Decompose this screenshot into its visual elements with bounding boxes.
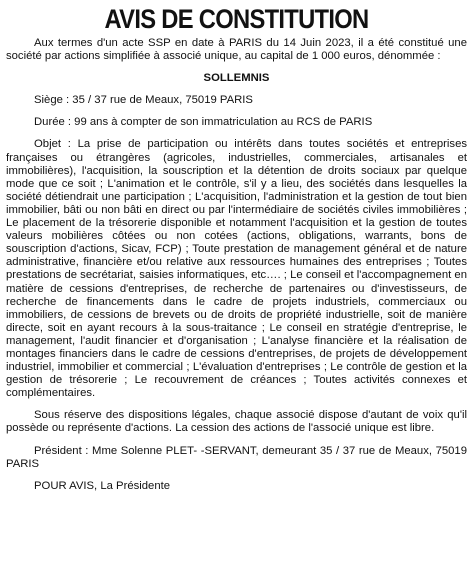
intro-paragraph: Aux termes d'un acte SSP en date à PARIS du 14 Juin 2023, il a été constitué une société par actions simplifiée à associé unique, au capital de 1 000 euros, dénommée : <box>6 37 467 63</box>
signature-line: POUR AVIS, La Présidente <box>34 479 171 492</box>
siege-paragraph: Siège : 35 / 37 rue de Meaux, 75019 PARIS <box>34 94 253 107</box>
president-paragraph: Président : Mme Solenne PLET- -SERVANT, demeurant 35 / 37 rue de Meaux, 75019 PARIS <box>6 444 467 470</box>
company-name: SOLLEMNIS <box>203 72 270 85</box>
reserve-paragraph: Sous réserve des dispositions légales, chaque associé dispose d'autant de voix qu'il possède ou représente d'actions. La cession des actions de l'associé unique est libre. <box>6 409 467 435</box>
objet-paragraph: Objet : La prise de participation ou intérêts dans toutes sociétés et entreprises françaises ou étrangères (agricoles, industrielles, commerciales, artisanales et immobilières), l'acquisition, la souscription et la détention de droits sociaux par quelque mode que ce soit ; L'animation et le contrôle, s'il y a lieu, des sociétés dans lesquelles la société détiendrait une participation ; L'acquisition, l'administration et la gestion de tout bien immobilier, bâti ou non bâti en direct ou par l'intermédiaire de sociétés civiles immobilières ; Le placement de la trésorerie disponible et notamment l'acquisition et la gestion de toutes valeurs mobilières côtées ou non cotées (actions, obligations, warrants, bons de souscription d'actions, Sicav, FCP) ; Toute prestation de management général et de nature administrative, financière et/ou relative aux ressources humaines des entreprises ; Toutes prestations de secrétariat, saisies informatiques, etc…. ; Le conseil et l'accompagnement en matière de cessions d'entreprises, de recherche de partenaires ou d'investisseurs, de recherche de financements dans le cadre de projets industriels, commerciaux ou immobiliers, de cessions de brevets ou de droits de propriété industrielle, soit de manière directe, soit en ayant recours à la sous-traitance ; Le conseil en stratégie d'entreprise, le management, l'audit financier et d'organisation ; L'analyse financière et la réalisation de montages financiers dans le cadre de cessions d'entreprises, de projets de développement industriel, immobilier et commercial ; L'évaluation d'entreprises ; Le contrôle de gestion et la gestion de trésorerie ; Le recouvrement de créances ; Toutes activités connexes et complémentaires. <box>6 138 467 400</box>
notice-title: AVIS DE CONSTITUTION <box>104 4 369 34</box>
duree-paragraph: Durée : 99 ans à compter de son immatriculation au RCS de PARIS <box>34 116 373 129</box>
